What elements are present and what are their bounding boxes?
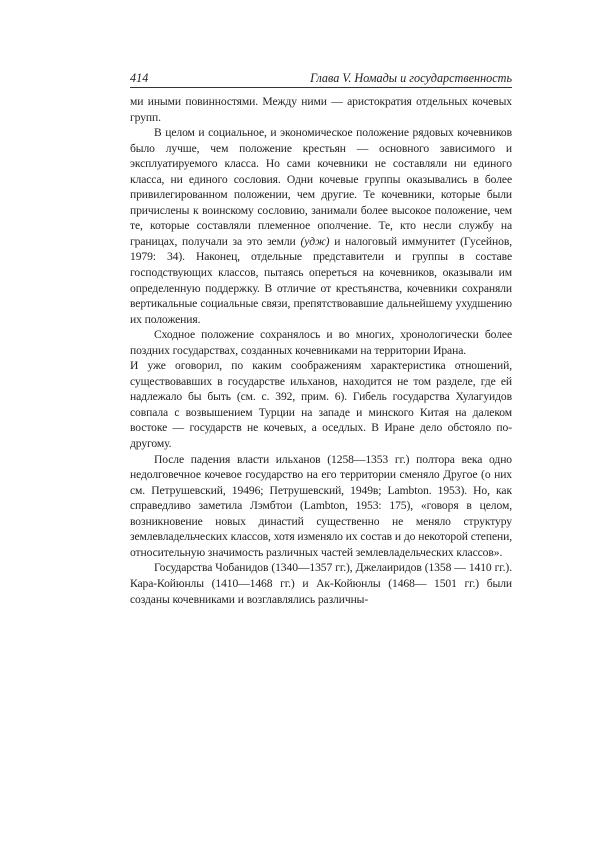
term-udzh: (удж) — [300, 234, 330, 248]
body-text — [130, 94, 512, 607]
paragraph-text: И уже оговорил, по каким соображениям характеристика отношений, существовавших в государстве ильханов, находится не том разделе, где ей надлежало бы быть (см. с. 392, прим. 6). Гибель государства Хулагуидов совпала с возвышением Турции на западе и минского Китая на далеком востоке — государств не кочевых, а оседлых. В Иране дело обстояло по-другому. — [130, 359, 512, 451]
paragraph-iran-states — [130, 327, 512, 358]
page-number: 414 — [130, 71, 149, 85]
running-head — [130, 70, 512, 86]
paragraph-dynasties — [130, 560, 512, 607]
paragraph-nomad-status — [130, 125, 512, 327]
paragraph-continued — [130, 94, 512, 125]
paragraph-ilkhanate — [130, 358, 512, 451]
paragraph-text: Государства Чобанидов (1340—1357 гг.), Джелаиридов (1358 — 1410 гг.). Кара-Койюнлы (1410—1468 гг.) и Ак-Койюнлы (1468— 1501 гг.) были созданы кочевниками и возглавлялись различны- — [130, 561, 512, 606]
paragraph-after-ilkhans — [130, 452, 512, 561]
paragraph-text: После падения власти ильханов (1258—1353 гг.) полтора века одно недолговечное кочевое государство на его территории сменяло Другое (о них см. Петрушевский, 19496; Петрушевский, 1949в; Lambton. 1953). Но, как справедливо заметила Лэмбтои (Lambton, 1953: 175), «говоря в целом, возникновение новых династий существенно не меняло структуру землевладельческих классов, хотя изменяло их состав и до некоторой степени, относительную значимость различных частей землевладельческих классов». — [130, 452, 512, 559]
paragraph-text: и налоговый иммунитет (Гусейнов, 1979: 34). Наконец, отдельные представители и группы в составе господствующих классов, пытаясь опереться на кочевников, оказывали им определенную поддержку. В отличие от крестьянства, кочевники сохраняли вертикальные социальные связи, препятствовавшие дальнейшему ухудшению их положения. — [130, 234, 512, 326]
chapter-title: Глава V. Номады и государственность — [310, 71, 512, 85]
header-rule — [130, 87, 512, 88]
paragraph-text: ми иными повинностями. Между ними — аристократия отдельных кочевых групп. — [130, 95, 512, 124]
paragraph-text: Сходное положение сохранялось и во многих, хронологически более поздних государствах, созданных кочевниками на территории Ирана. — [130, 328, 512, 357]
paragraph-text: В целом и социальное, и экономическое положение рядовых кочевников было лучше, чем положение крестьян — основного зависимого и эксплуатируемого класса. Но сами кочевники не составляли ни единого класса, ни единого сословия. Одни кочевые группы оказывались в более привилегированном положении, чем другие. Те кочевники, которые были причислены к воинскому сословию, занимали более высокое положение, чем те, которые составляли племенное ополчение. Те, кто несли службу на границах, получали за это земли — [130, 126, 512, 248]
